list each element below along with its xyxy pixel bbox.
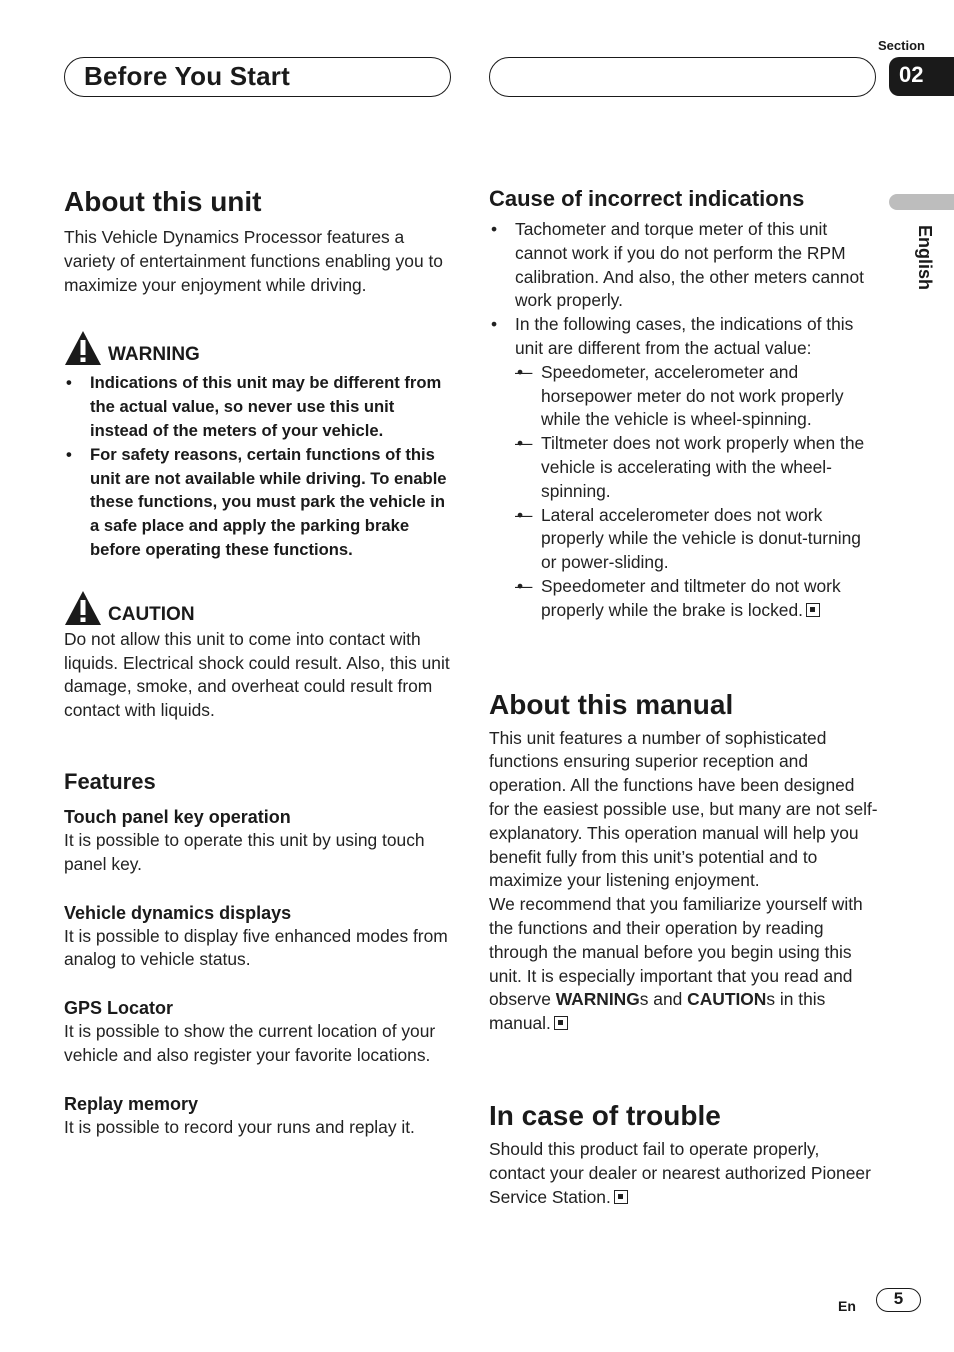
caution-text: Do not allow this unit to come into contact with liquids. Electrical shock could result. Also, this unit damage, smoke, and overheat could result from contact with liquids. bbox=[64, 628, 450, 721]
right-column bbox=[489, 184, 879, 1209]
end-mark-icon bbox=[554, 1016, 568, 1030]
about-unit-text: This Vehicle Dynamics Processor features a variety of entertainment functions enabling you to maximize your enjoyment while driving. bbox=[64, 227, 443, 295]
cause-bullet-text: In the following cases, the indications of this unit are different from the actual value: bbox=[515, 314, 854, 358]
warning-item: • For safety reasons, certain functions of this unit are not available while driving. To enable these functions, you must park the vehicle in a safe place and apply the parking brake before operating these functions. bbox=[64, 443, 454, 562]
feature-text: It is possible to show the current location of your vehicle and also register your favorite locations. bbox=[64, 1021, 436, 1065]
cause-bullet bbox=[489, 313, 879, 622]
cause-dash-item bbox=[515, 361, 879, 432]
warning-triangle-icon bbox=[64, 330, 102, 366]
dash-text: Tiltmeter does not work properly when the vehicle is accelerating with the wheel-spinning. bbox=[541, 433, 865, 501]
feature-title: Touch panel key operation bbox=[64, 806, 291, 827]
feature-title: GPS Locator bbox=[64, 998, 174, 1019]
cause-dash-list bbox=[515, 361, 879, 623]
features-title: Features bbox=[64, 768, 156, 794]
warning-title: WARNING bbox=[108, 344, 200, 366]
cause-bullet-list bbox=[489, 218, 879, 623]
trouble-text bbox=[489, 1138, 879, 1209]
feature-title: Replay memory bbox=[64, 1093, 199, 1114]
dash-text: Lateral accelerometer does not work properly while the vehicle is donut-turning or power-sliding. bbox=[541, 504, 861, 573]
p2-caution-bold: CAUTION bbox=[687, 989, 767, 1010]
header-title: Before You Start bbox=[84, 61, 290, 91]
feature-text: It is possible to display five enhanced modes from analog to vehicle status. bbox=[64, 925, 448, 970]
dash-mark: • — bbox=[515, 361, 533, 382]
p2-text-b: s and bbox=[639, 989, 688, 1010]
language-tab-marker bbox=[889, 194, 954, 210]
header-blank-bar bbox=[489, 57, 876, 97]
warning-header bbox=[64, 328, 454, 366]
dash-text: Speedometer and tiltmeter do not work properly while the brake is locked. bbox=[541, 575, 841, 620]
cause-dash-item bbox=[515, 432, 879, 503]
warning-item: • Indications of this unit may be different from the actual value, so never use this unit instead of the meters of your vehicle. bbox=[64, 371, 454, 442]
feature-text: It is possible to record your runs and replay it. bbox=[64, 1116, 415, 1137]
language-tab-label: English bbox=[915, 225, 935, 291]
p2-warning-bold: WARNING bbox=[555, 989, 640, 1010]
page-number: 5 bbox=[876, 1288, 921, 1312]
about-manual-p2 bbox=[489, 893, 879, 1036]
warning-list bbox=[64, 371, 454, 561]
trouble-title: In case of trouble bbox=[489, 1099, 721, 1131]
cause-bullet: • Tachometer and torque meter of this unit cannot work if you do not perform the RPM calibration. And also, the other meters cannot work properly. bbox=[489, 218, 879, 313]
end-mark-icon bbox=[806, 603, 820, 617]
left-column bbox=[64, 184, 454, 1140]
caution-triangle-icon bbox=[64, 590, 102, 626]
about-unit-title: About this unit bbox=[64, 186, 262, 217]
dash-mark: • — bbox=[515, 433, 533, 454]
section-label: Section bbox=[878, 38, 925, 53]
dash-mark: • — bbox=[515, 504, 533, 525]
p2-text-c: s in this manual. bbox=[489, 989, 826, 1034]
dash-text: Speedometer, accelerometer and horsepower meter do not work properly while the vehicle is wheel-spinning. bbox=[541, 361, 844, 430]
cause-dash-item bbox=[515, 504, 879, 575]
feature-text: It is possible to operate this unit by using touch panel key. bbox=[64, 829, 425, 874]
feature-title: Vehicle dynamics displays bbox=[64, 902, 292, 923]
dash-mark: • — bbox=[515, 575, 533, 596]
end-mark-icon bbox=[614, 1190, 628, 1204]
footer-language: En bbox=[838, 1298, 856, 1314]
cause-title: Cause of incorrect indications bbox=[489, 186, 805, 211]
header-title-bar bbox=[64, 57, 451, 97]
caution-header bbox=[64, 588, 454, 626]
cause-dash-item bbox=[515, 575, 879, 623]
about-manual-title: About this manual bbox=[489, 688, 734, 720]
section-number-badge: 02 bbox=[889, 57, 954, 96]
p2-text-a: We recommend that you familiarize yourself with the functions and their operation by reading through the manual before you begin using this unit. It is especially important that you read and observe bbox=[489, 894, 863, 1010]
trouble-text-content: Should this product fail to operate properly, contact your dealer or nearest authorized Pioneer Service Station. bbox=[489, 1138, 871, 1207]
about-manual-p1: This unit features a number of sophisticated functions ensuring superior reception and operation. All the functions have been designed for the easiest possible use, but many are not self-explanatory. This operation manual will help you benefit fully from this unit’s potential and to maximize your listening enjoyment. bbox=[489, 727, 878, 891]
caution-title: CAUTION bbox=[108, 603, 195, 625]
